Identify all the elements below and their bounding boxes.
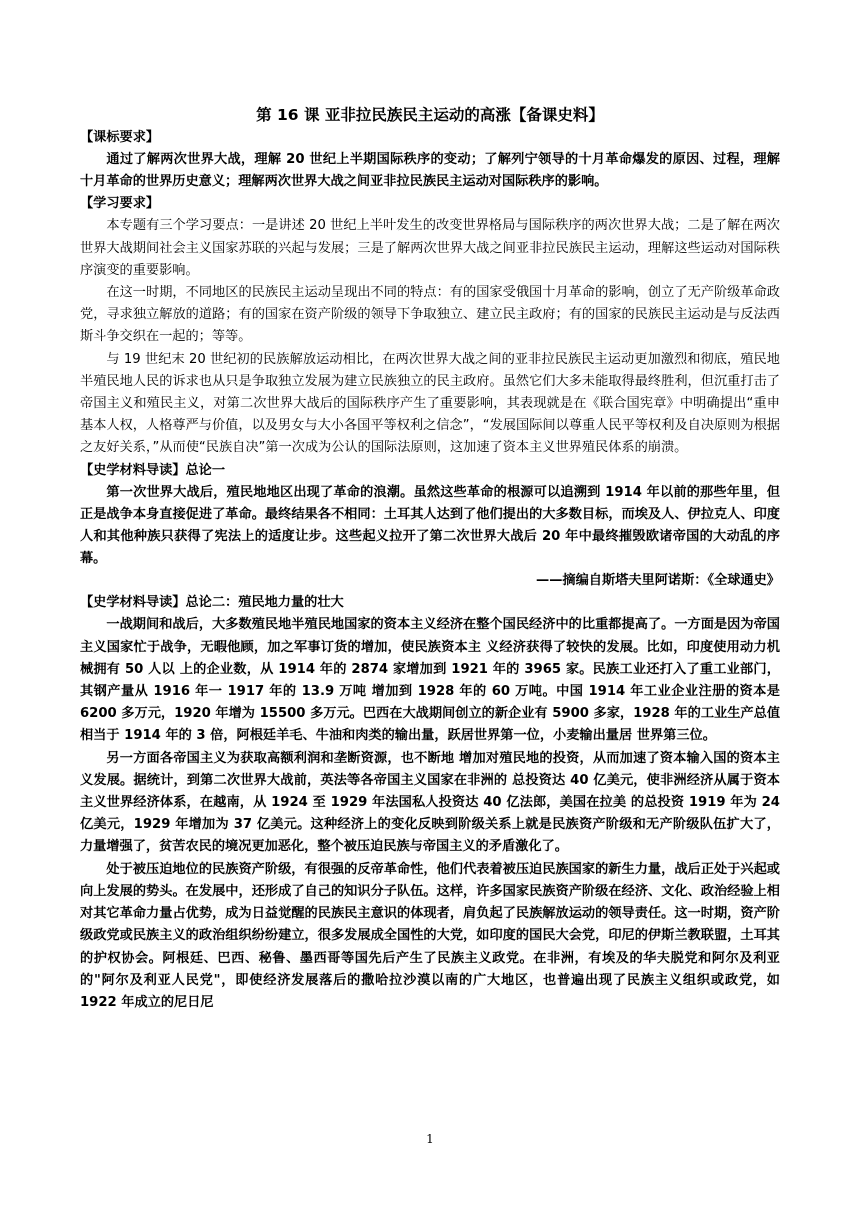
kebiao-paragraph: 通过了解两次世界大战，理解 20 世纪上半期国际秩序的变动；了解列宁领导的十月革命爆发的原因、过程，理解十月革命的世界历史意义；理解两次世界大战之间亚非拉民族民主运动对国际秩序的影响。 [80,152,780,190]
xuexi-paragraph-2: 在这一时期，不同地区的民族民主运动呈现出不同的特点：有的国家受俄国十月革命的影响，创立了无产阶级革命政党，寻求独立解放的道路；有的国家在资产阶级的领导下争取独立、建立民主政府；有的国家的民族民主运动是与反法西斯斗争交织在一起的；等等。 [80,285,780,345]
shiliao-2-paragraph-3: 处于被压迫地位的民族资产阶级，有很强的反帝革命性，他们代表着被压迫民族国家的新生力量，战后正处于兴起或向上发展的势头。在发展中，还形成了自己的知识分子队伍。这样，许多国家民族资产阶级在经济、文化、政治经验上相对其它革命力量占优势，成为日益觉醒的民族民主意识的体现者，肩负起了民族解放运动的领导责任。这一时期，资产阶级政党或民族主义的政治组织纷纷建立，很多发展成全国性的大党，如印度的国民大会党，印尼的伊斯兰教联盟，土耳其的护权协会。阿根廷、巴西、秘鲁、墨西哥等国先后产生了民族主义政党。在非洲，有埃及的华夫脱党和阿尔及利亚的"阿尔及利亚人民党"，即使经济发展落后的撒哈拉沙漠以南的广大地区，也普遍出现了民族主义组织或政党，如 1922 年成立的尼日尼 [80,861,780,1010]
shiliao-1-paragraph: 第一次世界大战后，殖民地地区出现了革命的浪潮。虽然这些革命的根源可以追溯到 1914 年以前的那些年里，但正是战争本身直接促进了革命。最终结果各不相同：土耳其人达到了他们提出的大多数目标，而埃及人、伊拉克人、印度人和其他种族只获得了宪法上的适度让步。这些起义拉开了第二次世界大战后 20 年中最终摧毁欧诸帝国的大动乱的序幕。 [80,484,780,567]
shiliao-2-paragraph-2: 另一方面各帝国主义为获取高额利润和垄断资源，也不断地 增加对殖民地的投资，从而加速了资本输入国的资本主义发展。据统计，到第二次世界大战前，英法等各帝国主义国家在非洲的 总投资达 40 亿美元，使非洲经济从属于资本主义世界经济体系，在越南，从 1924 至 1929 年法国私人投资达 40 亿法郎，美国在拉美 的总投资 1919 年为 24 亿美元，1929 年增加为 37 亿美元。这种经济上的变化反映到阶级关系上就是民族资产阶级和无产阶级队伍扩大了，力量增强了，贫苦农民的境况更加恶化，整个被压迫民族与帝国主义的矛盾激化了。 [80,750,780,855]
section-heading-shiliao-1: 【史学材料导读】总论一 [80,462,226,478]
document-title: 第 16 课 亚非拉民族民主运动的高涨【备课史料】 [256,106,604,124]
xuexi-paragraph-3: 与 19 世纪末 20 世纪初的民族解放运动相比，在两次世界大战之间的亚非拉民族民主运动更加激烈和彻底，殖民地半殖民地人民的诉求也从只是争取独立发展为建立民族独立的民主政府。虽然它们大多未能取得最终胜利，但沉重打击了帝国主义和殖民主义，对第二次世界大战后的国际秩序产生了重要影响，其表现就是在《联合国宪章》中明确提出“重申基本人权，人格尊严与价值，以及男女与大小各国平等权利之信念”，“发展国际间以尊重人民平等权利及自决原则为根据之友好关系，”从而使“民族自决”第一次成为公认的国际法原则，这加速了资本主义世界殖民体系的崩溃。 [80,351,780,456]
document-page [80,103,780,1014]
section-heading-xuexi: 【学习要求】 [80,196,160,212]
source-citation: ——摘编自斯塔夫里阿诺斯：《全球通史》 [536,573,780,589]
shiliao-2-paragraph-1: 一战期间和战后，大多数殖民地半殖民地国家的资本主义经济在整个国民经济中的比重都提高了。一方面是因为帝国主义国家忙于战争，无暇他顾，加之军事订货的增加，使民族资本主 义经济获得了较快的发展。比如，印度使用动力机械拥有 50 人以 上的企业数，从 1914 年的 2874 家增加到 1921 年的 3965 家。民族工业还打入了重工业部门，其钢产量从 1916 年一 1917 年的 13.9 万吨 增加到 1928 年的 60 万吨。中国 1914 年工业企业注册的资本是 6200 多万元，1920 年增为 15500 多万元。巴西在大战期间创立的新企业有 5900 多家，1928 年的工业生产总值相当于 1914 年的 3 倍，阿根廷羊毛、牛油和肉类的输出量，跃居世界第一位，小麦输出量居 世界第三位。 [80,617,780,744]
page-number: 1 [426,1132,434,1146]
section-heading-shiliao-2: 【史学材料导读】总论二：殖民地力量的壮大 [80,595,344,611]
xuexi-paragraph-1: 本专题有三个学习要点：一是讲述 20 世纪上半叶发生的改变世界格局与国际秩序的两次世界大战；二是了解在两次世界大战期间社会主义国家苏联的兴起与发展；三是了解两次世界大战之间亚非拉民族民主运动，理解这些运动对国际秩序演变的重要影响。 [80,218,780,278]
section-heading-kebiao: 【课标要求】 [80,130,160,145]
